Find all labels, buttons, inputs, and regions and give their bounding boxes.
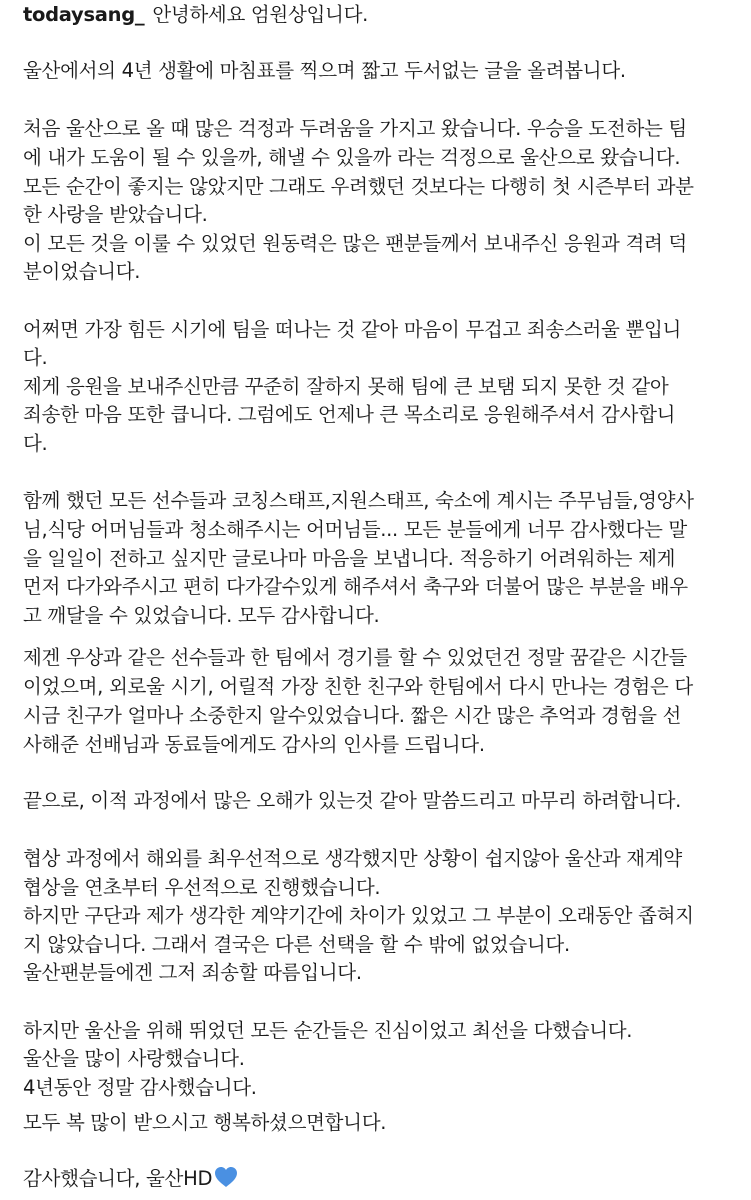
caption-line: 함께 했던 모든 선수들과 코칭스태프,지원스태프, 숙소에 계시는 주무님들,영양사 bbox=[23, 489, 694, 512]
caption-line: 이었으며, 외로울 시기, 어릴적 가장 친한 친구와 한팀에서 다시 만나는 경험은 다 bbox=[23, 675, 693, 698]
caption-line: 하지만 울산을 위해 뛰었던 모든 순간들은 진심이었고 최선을 다했습니다. bbox=[23, 1019, 633, 1042]
caption-line: 어쩌면 가장 힘든 시기에 팀을 떠나는 것 같아 마음이 무겁고 죄송스러울 뿐입니 bbox=[23, 318, 682, 341]
caption-line: 이 모든 것을 이룰 수 있었던 원동력은 많은 팬분들께서 보내주신 응원과 격려 덕 bbox=[23, 232, 687, 255]
caption-line: 죄송한 마음 또한 큽니다. 그럼에도 언제나 큰 목소리로 응원해주셔서 감사합니 bbox=[23, 403, 676, 426]
caption-line: 울산에서의 4년 생활에 마침표를 찍으며 짧고 두서없는 글을 올려봅니다. bbox=[23, 59, 626, 82]
caption-line: 분이었습니다. bbox=[23, 260, 141, 283]
caption-line: 끝으로, 이적 과정에서 많은 오해가 있는것 같아 말씀드리고 마무리 하려합니다. bbox=[23, 789, 682, 812]
caption-line: 모든 순간이 좋지는 않았지만 그래도 우려했던 것보다는 다행히 첫 시즌부터 과분 bbox=[23, 175, 694, 198]
caption-line: 지 않았습니다. 그래서 결국은 다른 선택을 할 수 밖에 없었습니다. bbox=[23, 933, 570, 956]
caption-line: 모두 복 많이 받으시고 행복하셨으면합니다. bbox=[23, 1111, 387, 1134]
caption-first-line bbox=[23, 0, 368, 30]
caption-greeting: 안녕하세요 엄원상입니다. bbox=[152, 3, 369, 26]
caption-line: 시금 친구가 얼마나 소중한지 알수있었습니다. 짧은 시간 많은 추억과 경험을 선 bbox=[23, 704, 682, 727]
caption-line: 먼저 다가와주시고 편히 다가갈수있게 해주셔서 축구와 더불어 많은 부분을 배우 bbox=[23, 575, 688, 598]
caption-line: 님,식당 어머님들과 청소해주시는 어머님들... 모든 분들에게 너무 감사했다는 말 bbox=[23, 518, 687, 541]
caption-line: 4년동안 정말 감사했습니다. bbox=[23, 1076, 257, 1099]
caption-line: 다. bbox=[23, 346, 48, 369]
caption-line: 한 사랑을 받았습니다. bbox=[23, 203, 208, 226]
caption-line: 처음 울산으로 올 때 많은 걱정과 두려움을 가지고 왔습니다. 우승을 도전하는 팀 bbox=[23, 117, 687, 140]
blue-heart-icon bbox=[214, 1166, 238, 1188]
caption-line: 을 일일이 전하고 싶지만 글로나마 마음을 보냅니다. 적응하기 어려워하는 제게 bbox=[23, 547, 676, 570]
caption-line: 하지만 구단과 제가 생각한 계약기간에 차이가 있었고 그 부분이 오래동안 좁혀지 bbox=[23, 904, 694, 927]
caption-last-line bbox=[23, 1164, 238, 1194]
caption-line: 제게 응원을 보내주신만큼 꾸준히 잘하지 못해 팀에 큰 보탬 되지 못한 것 같아 bbox=[23, 375, 669, 398]
caption-line: 고 깨달을 수 있었습니다. 모두 감사합니다. bbox=[23, 604, 380, 627]
caption-line: 울산팬분들에겐 그저 죄송할 따름입니다. bbox=[23, 961, 362, 984]
caption-line: 다. bbox=[23, 432, 48, 455]
caption-line: 협상을 연초부터 우선적으로 진행했습니다. bbox=[23, 876, 381, 899]
caption-line: 협상 과정에서 해외를 최우선적으로 생각했지만 상황이 쉽지않아 울산과 재계약 bbox=[23, 847, 682, 870]
caption-line: 에 내가 도움이 될 수 있을까, 해낼 수 있을까 라는 걱정으로 울산으로 왔습니다. bbox=[23, 146, 681, 169]
caption-line: 울산을 많이 사랑했습니다. bbox=[23, 1047, 245, 1070]
caption-line: 제겐 우상과 같은 선수들과 한 팀에서 경기를 할 수 있었던건 정말 꿈같은 시간들 bbox=[23, 646, 687, 669]
caption-line: 사해준 선배님과 동료들에게도 감사의 인사를 드립니다. bbox=[23, 733, 485, 756]
caption-signoff: 감사했습니다, 울산HD bbox=[23, 1167, 213, 1190]
username-link[interactable]: todaysang_ bbox=[23, 3, 145, 26]
